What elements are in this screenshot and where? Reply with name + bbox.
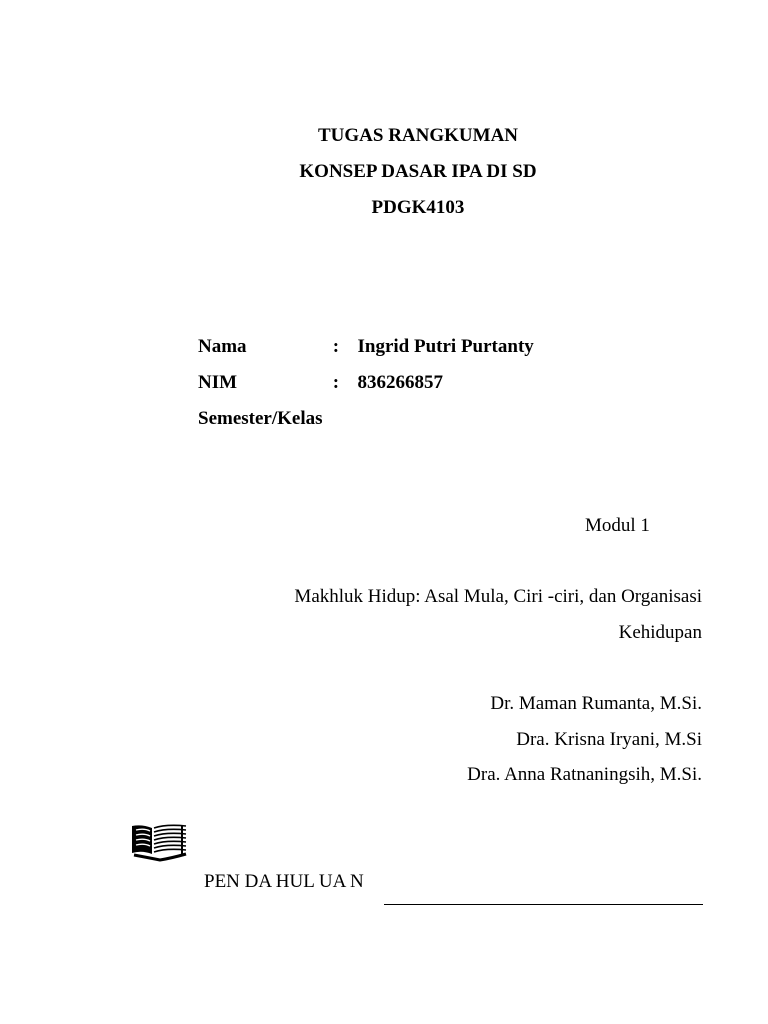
open-book-icon bbox=[130, 822, 188, 862]
title-block bbox=[0, 118, 768, 226]
course-code: PDGK4103 bbox=[371, 197, 465, 218]
title-line-2: KONSEP DASAR IPA DI SD bbox=[299, 161, 537, 182]
info-row-nim bbox=[198, 371, 443, 395]
module-topic-line-2: Kehidupan bbox=[618, 622, 702, 643]
semester-label: Semester/Kelas bbox=[198, 408, 323, 429]
nim-value: 836266857 bbox=[357, 372, 443, 393]
module-topic-line-1: Makhluk Hidup: Asal Mula, Ciri -ciri, dan Organisasi bbox=[294, 586, 702, 607]
author-2: Dra. Krisna Iryani, M.Si bbox=[516, 729, 702, 750]
name-value: Ingrid Putri Purtanty bbox=[357, 336, 534, 357]
author-3: Dra. Anna Ratnaningsih, M.Si. bbox=[467, 764, 702, 785]
name-colon: : bbox=[332, 336, 340, 357]
module-label: Modul 1 bbox=[585, 515, 650, 536]
name-label: Nama bbox=[198, 336, 247, 357]
section-heading: PEN DA HUL UA N bbox=[204, 871, 364, 892]
title-line-1: TUGAS RANGKUMAN bbox=[317, 125, 519, 146]
section-divider bbox=[384, 904, 703, 905]
nim-colon: : bbox=[332, 372, 340, 393]
nim-label: NIM bbox=[198, 372, 238, 393]
author-1: Dr. Maman Rumanta, M.Si. bbox=[490, 693, 702, 714]
info-row-name bbox=[198, 335, 534, 359]
info-row-semester bbox=[198, 407, 328, 431]
